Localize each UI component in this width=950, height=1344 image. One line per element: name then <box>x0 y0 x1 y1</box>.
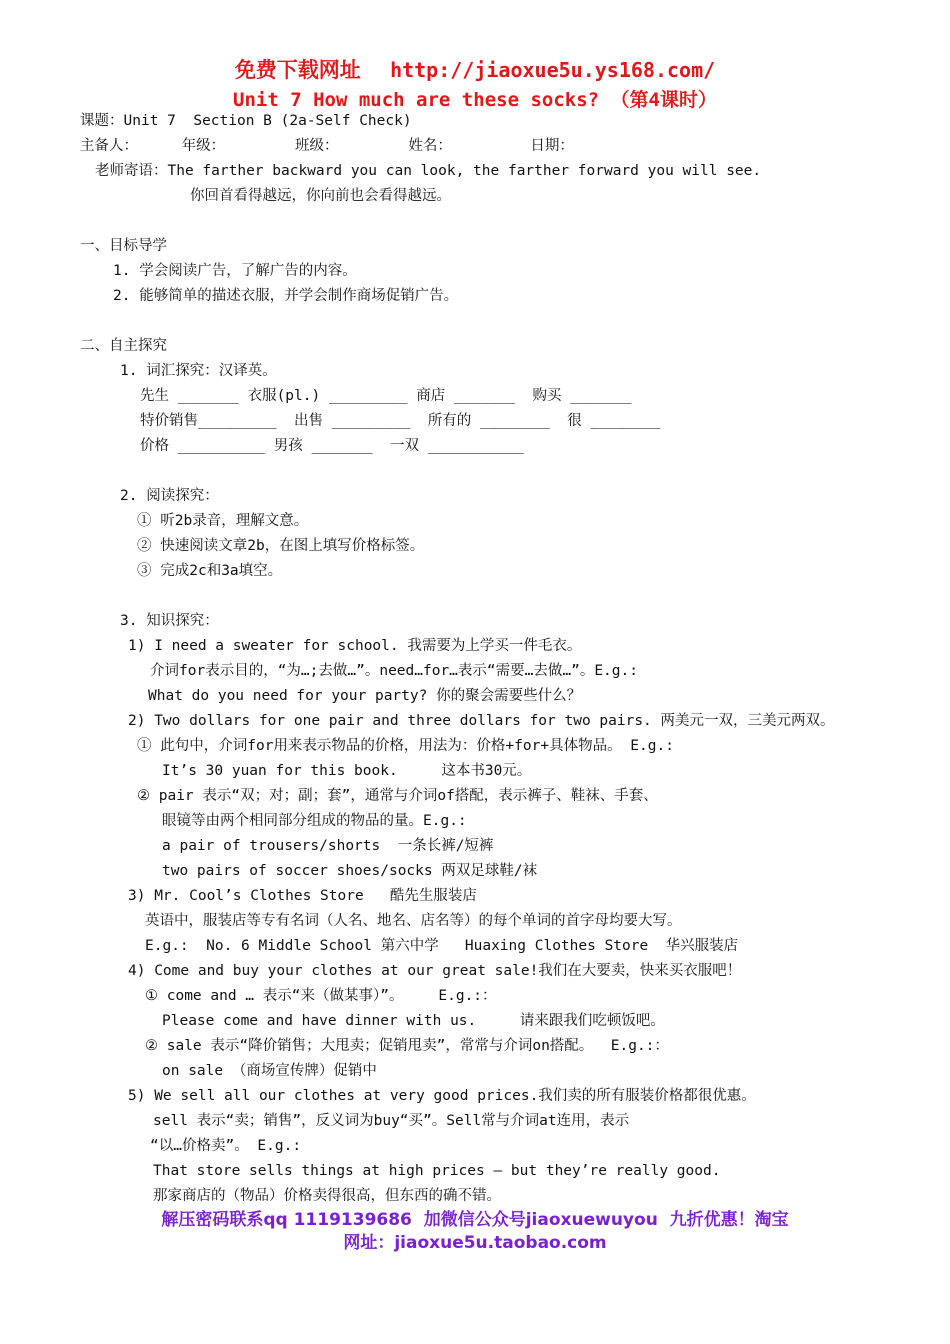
teacher-message-translation: 你回首看得越远，你向前也会看得越远。 <box>190 188 451 204</box>
knowledge-example: 那家商店的（物品）价格卖得很高，但东西的确不错。 <box>153 1188 501 1204</box>
knowledge-example: What do you need for your party? 你的聚会需要些什么？ <box>148 688 582 704</box>
knowledge-note: sell 表示“卖；销售”，反义词为buy“买”。Sell常与介词at连用，表示 <box>153 1113 630 1129</box>
knowledge-example: a pair of trousers/shorts 一条长裤/短裤 <box>162 838 494 854</box>
goal-item: 2. 能够简单的描述衣服，并学会制作商场促销广告。 <box>113 288 459 304</box>
subsection-reading: 2. 阅读探究： <box>120 488 219 504</box>
vocabulary-row: 价格 __________ 男孩 _______ 一双 ___________ <box>140 438 524 454</box>
knowledge-point: 3) Mr. Cool’s Clothes Store 酷先生服装店 <box>128 888 477 904</box>
knowledge-note: “以…价格卖”。 E.g.: <box>150 1138 302 1154</box>
subsection-vocabulary: 1. 词汇探究：汉译英。 <box>120 363 277 379</box>
reading-task: ③ 完成2c和3a填空。 <box>137 563 283 579</box>
knowledge-example: on sale （商场宣传牌）促销中 <box>162 1063 377 1079</box>
reading-task: ② 快速阅读文章2b，在图上填写价格标签。 <box>137 538 425 554</box>
lesson-topic: 课题：Unit 7 Section B (2a-Self Check) <box>80 113 412 129</box>
teacher-message: 老师寄语：The farther backward you can look, the farther forward you will see. <box>95 163 762 179</box>
vocabulary-row: 先生 _______ 衣服(pl.) _________ 商店 _______ 购买 _______ <box>140 388 632 404</box>
footer-shop-url[interactable]: 网址：jiaoxue5u.taobao.com <box>343 1233 607 1253</box>
subsection-knowledge: 3. 知识探究： <box>120 613 219 629</box>
knowledge-note: ② pair 表示“双；对；副；套”，通常与介词of搭配，表示裤子、鞋袜、手套、 <box>137 788 658 804</box>
knowledge-example: two pairs of soccer shoes/socks 两双足球鞋/袜 <box>162 863 538 879</box>
header-site-url[interactable]: http://jiaoxue5u.ys168.com/ <box>390 58 716 82</box>
knowledge-note: ② sale 表示“降价销售；大甩卖；促销甩卖”，常常与介词on搭配。 E.g.:： <box>145 1038 669 1054</box>
knowledge-example: E.g.: No. 6 Middle School 第六中学 Huaxing Clothes Store 华兴服装店 <box>145 938 739 954</box>
knowledge-point: 1) I need a sweater for school. 我需要为上学买一件毛衣。 <box>128 638 582 654</box>
knowledge-point: 5) We sell all our clothes at very good prices.我们卖的所有服装价格都很优惠。 <box>128 1088 756 1104</box>
section-heading-explore: 二、自主探究 <box>80 338 167 354</box>
footer-contact-line: 解压密码联系qq 1119139686 加微信公众号jiaoxuewuyou 九折优惠！淘宝 <box>161 1210 789 1230</box>
knowledge-note: 英语中，服装店等专有名词（人名、地名、店名等）的每个单词的首字母均要大写。 <box>145 913 682 929</box>
knowledge-note: ① 此句中，介词for用来表示物品的价格，用法为：价格+for+具体物品。 E.g.: <box>137 738 674 754</box>
knowledge-note: 眼镜等由两个相同部分组成的物品的量。E.g.: <box>162 813 467 829</box>
knowledge-point: 4) Come and buy your clothes at our great sale!我们在大要卖，快来买衣服吧！ <box>128 963 742 979</box>
reading-task: ① 听2b录音，理解文意。 <box>137 513 309 529</box>
section-heading-goals: 一、目标导学 <box>80 238 167 254</box>
knowledge-note: 介词for表示目的，“为…;去做…”。need…for…表示“需要…去做…”。E.g.: <box>150 663 638 679</box>
knowledge-note: ① come and … 表示“来（做某事）”。 E.g.:： <box>145 988 497 1004</box>
lesson-info-row: 主备人： 年级： 班级： 姓名： 日期： <box>80 138 574 154</box>
vocabulary-row: 特价销售_________ 出售 _________ 所有的 ________ 很 ________ <box>140 413 661 429</box>
header-site-label: 免费下载网址 <box>234 58 361 82</box>
knowledge-example: Please come and have dinner with us. 请来跟我们吃顿饭吧。 <box>162 1013 665 1029</box>
knowledge-point: 2) Two dollars for one pair and three dollars for two pairs. 两美元一双，三美元两双。 <box>128 713 835 729</box>
lesson-title: Unit 7 How much are these socks? （第4课时） <box>233 89 717 111</box>
knowledge-example: That store sells things at high prices — but they’re really good. <box>153 1163 721 1179</box>
goal-item: 1. 学会阅读广告，了解广告的内容。 <box>113 263 357 279</box>
header-site-line <box>0 54 950 84</box>
knowledge-example: It’s 30 yuan for this book. 这本书30元。 <box>162 763 532 779</box>
